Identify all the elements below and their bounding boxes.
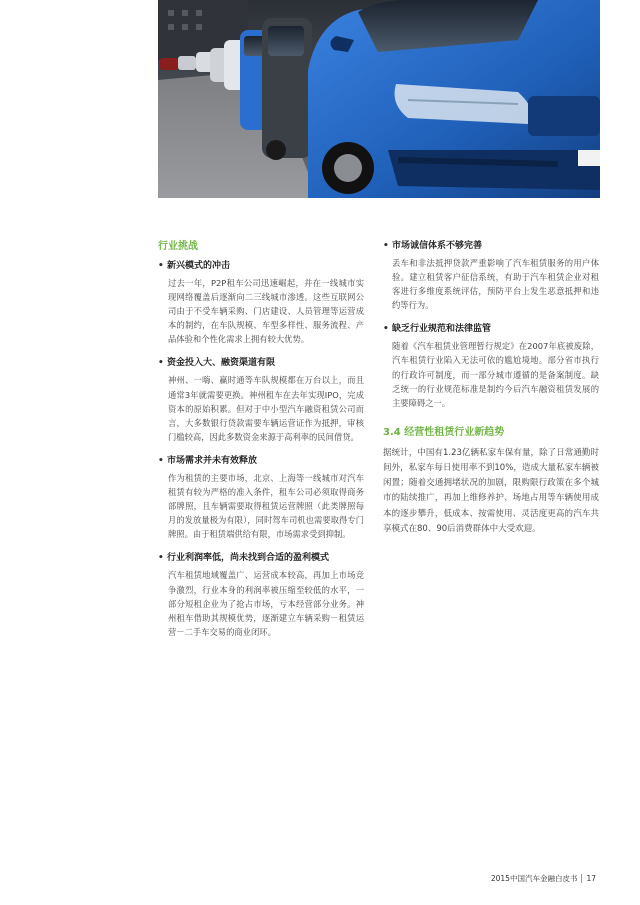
page-number: 17 (586, 874, 596, 883)
section-title-industry-challenges: 行业挑战 (158, 241, 198, 252)
header-photo (158, 0, 600, 198)
bullet-body: 汽车租赁地域覆盖广、运营成本较高，再加上市场竞争激烈，行业本身的利润率被压缩至较低的水平，一部分短租企业为了抢占市场，亏本经营部分业务。神州租车借助其规模优势，逐渐建立车辆采购－租赁运营－二手车交易的商业闭环。 (168, 570, 364, 637)
footer-separator (581, 874, 582, 883)
bullet-heading: • 市场诚信体系不够完善 (383, 240, 599, 253)
bullet-body: 过去一年，P2P租车公司迅速崛起，并在一线城市实现网络覆盖后逐渐向二三线城市渗透。这些互联网公司由于不受车辆采购、门店建设、人员管理等运营成本的制约，在车队规模、车型多样性、服务流程、产品体验和个性化需求上拥有较大优势。 (168, 278, 364, 345)
bullet-heading: • 缺乏行业规范和法律监管 (383, 323, 599, 336)
cars-photo-illustration (158, 0, 600, 198)
left-column (158, 240, 364, 650)
bullet-body: 丢车和非法抵押贷款严重影响了汽车租赁服务的用户体验。建立租赁客户征信系统，有助于汽车租赁企业对租客进行多维度系统评估，预防平台上发生恶意抵押和违约等行为。 (392, 258, 599, 311)
page-footer (491, 873, 596, 884)
right-column (383, 240, 599, 548)
section-title-new-trends: 3.4 经营性租赁行业新趋势 (383, 426, 505, 438)
bullet-heading: • 行业利润率低，尚未找到合适的盈利模式 (158, 552, 364, 565)
bullet-heading: • 新兴模式的冲击 (158, 260, 364, 273)
bullet-body: 随着《汽车租赁业管理暂行规定》在2007年底被废除，汽车租赁行业陷入无法可依的尴尬境地。部分省市执行的行政许可制度，而一部分城市遵循的是备案制度。缺乏统一的行业规范标准是制约今后汽车融资租赁发展的主要障碍之一。 (392, 341, 599, 408)
footer-title: 2015中国汽车金融白皮书 (490, 874, 578, 883)
main-paragraph: 据统计，中国有1.23亿辆私家车保有量，除了日常通勤时间外，私家车每日使用率不到10%，造成大量私家车辆被闲置；随着交通拥堵状况的加剧，限购限行政策在多个城市的陆续推广，再加上维修养护、场地占用等车辆使用成本的逐步攀升，低成本、按需使用、灵活度更高的汽车共享模式在80、90后消费群体中大受欢迎。 (383, 447, 599, 534)
bullet-heading: • 市场需求并未有效释放 (158, 455, 364, 468)
bullet-body: 作为租赁的主要市场，北京、上海等一线城市对汽车租赁有较为严格的准入条件，租车公司必须取得商务部牌照，且车辆需要取得租赁运营牌照（此类牌照每月的发放量极为有限），同时驾车司机也需要取得专门牌照。由于租赁端供给有限，市场需求受到抑制。 (168, 472, 364, 540)
bullet-body: 神州、一嗨、赢时通等车队规模都在万台以上，而且通常3年就需要更换。神州租车在去年实现IPO，完成资本的原始积累。但对于中小型汽车融资租赁公司而言，大多数银行贷款需要车辆运营证作为抵押，审核门槛较高，因此多数资金来源于高利率的民间借贷。 (168, 375, 364, 442)
bullet-heading: • 资金投入大、融资渠道有限 (158, 357, 364, 370)
